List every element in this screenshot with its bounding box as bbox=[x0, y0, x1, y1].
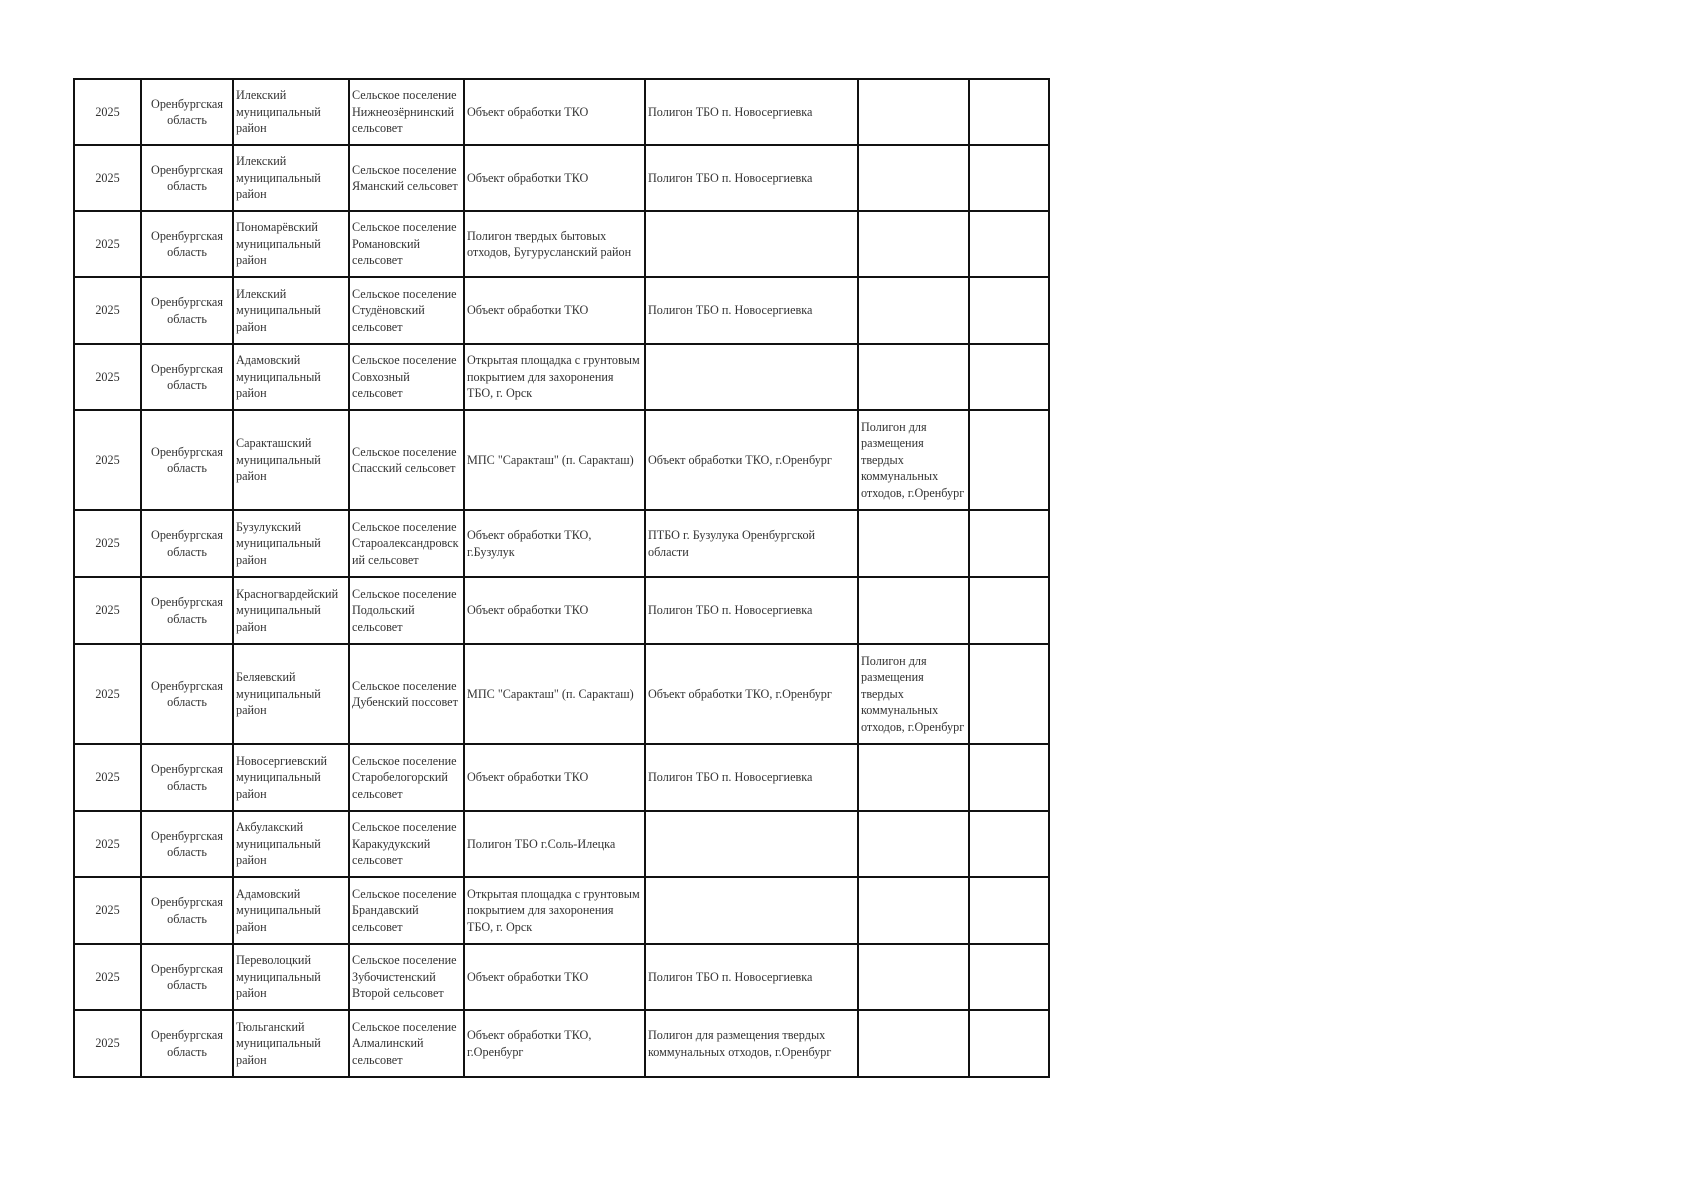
district-cell: Беляевский муниципальный район bbox=[233, 644, 349, 744]
table-row bbox=[74, 577, 1049, 644]
district-cell: Адамовский муниципальный район bbox=[233, 877, 349, 944]
extra-cell bbox=[858, 145, 969, 211]
year-cell: 2025 bbox=[74, 410, 141, 510]
extra-cell bbox=[858, 877, 969, 944]
table-row bbox=[74, 510, 1049, 577]
region-cell: Оренбургская область bbox=[141, 344, 233, 410]
table-row bbox=[74, 944, 1049, 1010]
extra-cell bbox=[858, 811, 969, 877]
region-cell: Оренбургская область bbox=[141, 410, 233, 510]
year-cell: 2025 bbox=[74, 577, 141, 644]
table-row bbox=[74, 811, 1049, 877]
destination-cell: Объект обработки ТКО, г.Оренбург bbox=[645, 644, 858, 744]
settlement-cell: Сельское поселение Староалександровский сельсовет bbox=[349, 510, 464, 577]
district-cell: Акбулакский муниципальный район bbox=[233, 811, 349, 877]
facility-cell: Открытая площадка с грунтовым покрытием для захоронения ТБО, г. Орск bbox=[464, 344, 645, 410]
district-cell: Переволоцкий муниципальный район bbox=[233, 944, 349, 1010]
empty-cell bbox=[969, 744, 1049, 811]
empty-cell bbox=[969, 145, 1049, 211]
extra-cell bbox=[858, 577, 969, 644]
region-cell: Оренбургская область bbox=[141, 211, 233, 277]
year-cell: 2025 bbox=[74, 344, 141, 410]
district-cell: Бузулукский муниципальный район bbox=[233, 510, 349, 577]
district-cell: Илекский муниципальный район bbox=[233, 145, 349, 211]
region-cell: Оренбургская область bbox=[141, 1010, 233, 1077]
extra-cell: Полигон для размещения твердых коммунальных отходов, г.Оренбург bbox=[858, 410, 969, 510]
district-cell: Пономарёвский муниципальный район bbox=[233, 211, 349, 277]
district-cell: Илекский муниципальный район bbox=[233, 79, 349, 145]
table-row bbox=[74, 211, 1049, 277]
year-cell: 2025 bbox=[74, 644, 141, 744]
settlement-cell: Сельское поселение Подольский сельсовет bbox=[349, 577, 464, 644]
year-cell: 2025 bbox=[74, 1010, 141, 1077]
empty-cell bbox=[969, 944, 1049, 1010]
year-cell: 2025 bbox=[74, 145, 141, 211]
destination-cell: Полигон для размещения твердых коммунальных отходов, г.Оренбург bbox=[645, 1010, 858, 1077]
year-cell: 2025 bbox=[74, 877, 141, 944]
table-row bbox=[74, 1010, 1049, 1077]
extra-cell bbox=[858, 1010, 969, 1077]
settlement-cell: Сельское поселение Романовский сельсовет bbox=[349, 211, 464, 277]
table-row bbox=[74, 644, 1049, 744]
facility-cell: Объект обработки ТКО bbox=[464, 79, 645, 145]
empty-cell bbox=[969, 277, 1049, 344]
region-cell: Оренбургская область bbox=[141, 644, 233, 744]
year-cell: 2025 bbox=[74, 811, 141, 877]
table-row bbox=[74, 410, 1049, 510]
facility-cell: Объект обработки ТКО bbox=[464, 145, 645, 211]
extra-cell bbox=[858, 277, 969, 344]
settlement-cell: Сельское поселение Алмалинский сельсовет bbox=[349, 1010, 464, 1077]
extra-cell: Полигон для размещения твердых коммунальных отходов, г.Оренбург bbox=[858, 644, 969, 744]
region-cell: Оренбургская область bbox=[141, 79, 233, 145]
extra-cell bbox=[858, 79, 969, 145]
table-body bbox=[74, 79, 1049, 1077]
empty-cell bbox=[969, 644, 1049, 744]
empty-cell bbox=[969, 344, 1049, 410]
settlement-cell: Сельское поселение Зубочистенский Второй сельсовет bbox=[349, 944, 464, 1010]
region-cell: Оренбургская область bbox=[141, 744, 233, 811]
region-cell: Оренбургская область bbox=[141, 277, 233, 344]
empty-cell bbox=[969, 577, 1049, 644]
destination-cell: Полигон ТБО п. Новосергиевка bbox=[645, 145, 858, 211]
settlement-cell: Сельское поселение Каракудукский сельсовет bbox=[349, 811, 464, 877]
region-cell: Оренбургская область bbox=[141, 877, 233, 944]
destination-cell bbox=[645, 344, 858, 410]
facility-cell: Объект обработки ТКО bbox=[464, 944, 645, 1010]
facility-cell: Полигон ТБО г.Соль-Илецка bbox=[464, 811, 645, 877]
settlement-cell: Сельское поселение Нижнеозёрнинский сельсовет bbox=[349, 79, 464, 145]
facility-cell: Открытая площадка с грунтовым покрытием для захоронения ТБО, г. Орск bbox=[464, 877, 645, 944]
destination-cell: ПТБО г. Бузулука Оренбургской области bbox=[645, 510, 858, 577]
settlement-cell: Сельское поселение Спасский сельсовет bbox=[349, 410, 464, 510]
facility-cell: Полигон твердых бытовых отходов, Бугурусланский район bbox=[464, 211, 645, 277]
destination-cell: Полигон ТБО п. Новосергиевка bbox=[645, 744, 858, 811]
settlement-cell: Сельское поселение Студёновский сельсовет bbox=[349, 277, 464, 344]
facility-cell: МПС "Саракташ" (п. Саракташ) bbox=[464, 644, 645, 744]
empty-cell bbox=[969, 410, 1049, 510]
district-cell: Адамовский муниципальный район bbox=[233, 344, 349, 410]
destination-cell: Полигон ТБО п. Новосергиевка bbox=[645, 277, 858, 344]
facility-cell: Объект обработки ТКО bbox=[464, 277, 645, 344]
year-cell: 2025 bbox=[74, 744, 141, 811]
empty-cell bbox=[969, 1010, 1049, 1077]
extra-cell bbox=[858, 211, 969, 277]
region-cell: Оренбургская область bbox=[141, 145, 233, 211]
settlement-cell: Сельское поселение Совхозный сельсовет bbox=[349, 344, 464, 410]
extra-cell bbox=[858, 944, 969, 1010]
destination-cell bbox=[645, 877, 858, 944]
facility-cell: Объект обработки ТКО bbox=[464, 744, 645, 811]
district-cell: Илекский муниципальный район bbox=[233, 277, 349, 344]
settlement-cell: Сельское поселение Брандавский сельсовет bbox=[349, 877, 464, 944]
extra-cell bbox=[858, 744, 969, 811]
destination-cell: Объект обработки ТКО, г.Оренбург bbox=[645, 410, 858, 510]
empty-cell bbox=[969, 877, 1049, 944]
region-cell: Оренбургская область bbox=[141, 577, 233, 644]
settlement-cell: Сельское поселение Старобелогорский сельсовет bbox=[349, 744, 464, 811]
region-cell: Оренбургская область bbox=[141, 811, 233, 877]
destination-cell: Полигон ТБО п. Новосергиевка bbox=[645, 79, 858, 145]
table-row bbox=[74, 79, 1049, 145]
extra-cell bbox=[858, 510, 969, 577]
facility-cell: Объект обработки ТКО bbox=[464, 577, 645, 644]
empty-cell bbox=[969, 510, 1049, 577]
destination-cell bbox=[645, 211, 858, 277]
district-cell: Новосергиевский муниципальный район bbox=[233, 744, 349, 811]
empty-cell bbox=[969, 211, 1049, 277]
district-cell: Красногвардейский муниципальный район bbox=[233, 577, 349, 644]
destination-cell bbox=[645, 811, 858, 877]
extra-cell bbox=[858, 344, 969, 410]
empty-cell bbox=[969, 79, 1049, 145]
settlement-cell: Сельское поселение Дубенский поссовет bbox=[349, 644, 464, 744]
region-cell: Оренбургская область bbox=[141, 510, 233, 577]
district-cell: Саракташский муниципальный район bbox=[233, 410, 349, 510]
district-cell: Тюльганский муниципальный район bbox=[233, 1010, 349, 1077]
destination-cell: Полигон ТБО п. Новосергиевка bbox=[645, 577, 858, 644]
facility-cell: МПС "Саракташ" (п. Саракташ) bbox=[464, 410, 645, 510]
waste-routing-table bbox=[73, 78, 1050, 1078]
year-cell: 2025 bbox=[74, 944, 141, 1010]
table-row bbox=[74, 145, 1049, 211]
region-cell: Оренбургская область bbox=[141, 944, 233, 1010]
settlement-cell: Сельское поселение Яманский сельсовет bbox=[349, 145, 464, 211]
year-cell: 2025 bbox=[74, 277, 141, 344]
year-cell: 2025 bbox=[74, 79, 141, 145]
destination-cell: Полигон ТБО п. Новосергиевка bbox=[645, 944, 858, 1010]
facility-cell: Объект обработки ТКО, г.Оренбург bbox=[464, 1010, 645, 1077]
year-cell: 2025 bbox=[74, 510, 141, 577]
empty-cell bbox=[969, 811, 1049, 877]
waste-routing-table-container bbox=[73, 78, 1050, 1078]
table-row bbox=[74, 877, 1049, 944]
table-row bbox=[74, 277, 1049, 344]
table-row bbox=[74, 744, 1049, 811]
facility-cell: Объект обработки ТКО, г.Бузулук bbox=[464, 510, 645, 577]
year-cell: 2025 bbox=[74, 211, 141, 277]
table-row bbox=[74, 344, 1049, 410]
